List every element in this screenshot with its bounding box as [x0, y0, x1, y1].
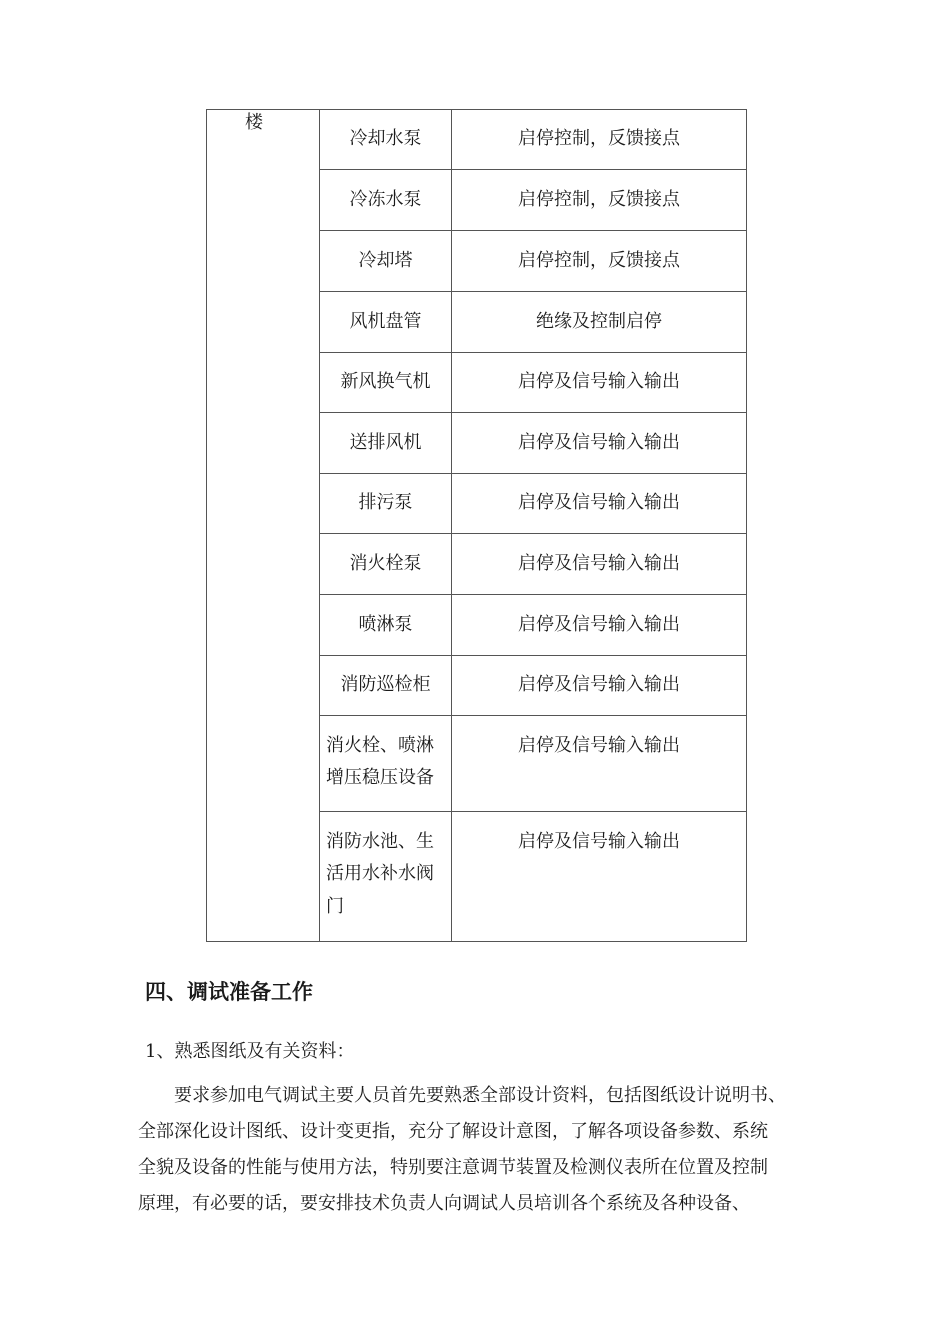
- equipment-cell: [320, 534, 452, 595]
- function-cell: [452, 595, 747, 656]
- function-text: 启停控制，反馈接点: [518, 249, 680, 271]
- equipment-cell: [320, 595, 452, 656]
- equipment-control-table: [206, 109, 747, 942]
- section-heading: 四、调试准备工作: [145, 980, 313, 1004]
- equipment-name: 新风换气机: [340, 371, 431, 393]
- equipment-name: 冷却塔: [358, 249, 413, 271]
- function-text: 启停及信号输入输出: [518, 371, 680, 393]
- equipment-name: 冷冻水泵: [349, 188, 422, 210]
- equipment-cell: [320, 353, 452, 413]
- equipment-cell: [320, 413, 452, 474]
- body-paragraph: [138, 1078, 828, 1222]
- function-text: 启停及信号输入输出: [518, 431, 680, 453]
- function-cell: [452, 534, 747, 595]
- function-text: 启停控制，反馈接点: [518, 188, 680, 210]
- function-text: 启停及信号输入输出: [518, 674, 680, 696]
- function-cell: [452, 716, 747, 812]
- function-cell: [452, 231, 747, 292]
- function-cell: [452, 292, 747, 353]
- sub-heading: 1、熟悉图纸及有关资料：: [145, 1041, 355, 1062]
- equipment-name: 增压稳压设备: [326, 767, 434, 789]
- equipment-name: 消防水池、生: [326, 831, 434, 852]
- paragraph-line: 全部深化设计图纸、设计变更指，充分了解设计意图，了解各项设备参数、系统: [138, 1121, 768, 1142]
- function-text: 启停及信号输入输出: [518, 552, 680, 574]
- function-cell: [452, 656, 747, 716]
- equipment-name: 门: [326, 895, 344, 917]
- equipment-name: 排污泵: [358, 492, 413, 514]
- equipment-cell: [320, 812, 452, 942]
- function-text: 启停及信号输入输出: [518, 831, 680, 852]
- table-row: [207, 110, 747, 170]
- function-text: 启停及信号输入输出: [518, 613, 680, 635]
- equipment-cell: [320, 716, 452, 812]
- function-cell: [452, 353, 747, 413]
- equipment-cell: [320, 110, 452, 170]
- paragraph-line: 要求参加电气调试主要人员首先要熟悉全部设计资料，包括图纸设计说明书、: [174, 1085, 786, 1106]
- equipment-cell: [320, 231, 452, 292]
- function-text: 绝缘及控制启停: [536, 310, 662, 332]
- equipment-name: 消防巡检柜: [340, 674, 431, 696]
- equipment-name: 喷淋泵: [358, 613, 413, 635]
- equipment-cell: [320, 292, 452, 353]
- paragraph-line: 全貌及设备的性能与使用方法，特别要注意调节装置及检测仪表所在位置及控制: [138, 1157, 768, 1178]
- equipment-name: 风机盘管: [349, 310, 422, 332]
- equipment-cell: [320, 170, 452, 231]
- function-text: 启停及信号输入输出: [518, 492, 680, 514]
- building-label: 楼: [245, 112, 263, 133]
- equipment-name: 送排风机: [349, 431, 422, 453]
- function-cell: [452, 170, 747, 231]
- function-text: 启停及信号输入输出: [518, 735, 680, 756]
- equipment-name: 消火栓泵: [349, 552, 422, 574]
- paragraph-line: 原理，有必要的话，要安排技术负责人向调试人员培训各个系统及各种设备、: [138, 1193, 750, 1214]
- function-cell: [452, 110, 747, 170]
- equipment-name: 活用水补水阀: [326, 863, 434, 885]
- building-cell: [207, 110, 320, 942]
- function-cell: [452, 413, 747, 474]
- function-cell: [452, 812, 747, 942]
- equipment-cell: [320, 656, 452, 716]
- function-cell: [452, 474, 747, 534]
- equipment-name: 冷却水泵: [349, 128, 422, 150]
- function-text: 启停控制，反馈接点: [518, 128, 680, 150]
- table-body: [207, 110, 747, 942]
- equipment-cell: [320, 474, 452, 534]
- equipment-name: 消火栓、喷淋: [326, 735, 434, 756]
